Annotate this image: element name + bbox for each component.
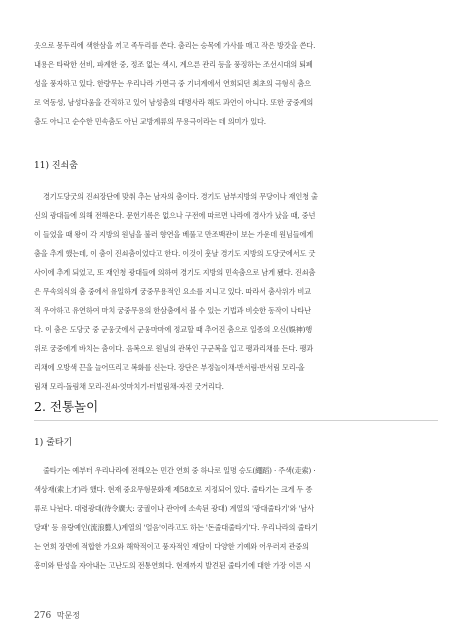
jultagi-paragraph	[34, 461, 438, 575]
heading-divider	[34, 420, 438, 421]
text-line: 로 역동성, 남성다움을 간직하고 있어 남성춤의 대명사라 해도 과언이 아니다. 또한 궁중계의	[34, 98, 314, 107]
text-line: 다. 이 춤은 도당굿 중 군웅굿에서 군웅마마에 정교할 때 추어진 춤으로 일종의 오신(娛神)행	[34, 325, 313, 334]
page-footer	[34, 610, 80, 621]
text-line: 은 무속의식의 춤 중에서 유일하게 궁중무용적인 요소를 지니고 있다. 따라서 춤사위가 비교	[34, 287, 311, 296]
text-line: 는 연희 장면에 적합한 가요와 해학적이고 풍자적인 재담이 다양한 기예와 어우러져 관중의	[34, 542, 309, 551]
text-line: 성을 풍자하고 있다. 한량무는 우리나라 가면극 중 기녀계에서 연희되던 최초의 극형식 춤으	[34, 79, 311, 88]
jinsoechum-paragraph	[34, 187, 438, 396]
page-number: 276	[34, 611, 52, 621]
text-line: 림채 모리-돌림채 모리-진쇠-엇마치기-터벌림채-자진 굿거리다.	[34, 382, 224, 391]
text-line: 경기도당굿의 진쇠장단에 맞춰 추는 남자의 춤이다. 경기도 남부지방의 무당이나 재인청 출	[43, 192, 318, 201]
text-line: 흥미와 탄성을 자아내는 고난도의 전통연희다. 현재까지 발견된 줄타기에 대한 가장 이른 시	[34, 561, 311, 570]
text-line: 춤도 아니고 순수한 민속춤도 아닌 교방계류의 무용극이라는 데 의미가 있다.	[34, 117, 266, 126]
text-line: 사이에 추게 되었고, 또 재인청 광대들에 의하여 경기도 지방의 민속춤으로 남게 됐다. 진쇠춤	[34, 268, 316, 277]
text-line: 리채에 오방색 끈을 늘어뜨리고 복화를 신는다. 장단은 부정놀이채-반서림-반서림 모리-올	[34, 363, 305, 372]
text-line: 춤을 추게 했는데, 이 춤이 진쇠춤이었다고 한다. 이것이 훗날 경기도 지방의 도당굿에서도 굿	[34, 249, 316, 258]
text-line: 적 우아하고 유연하여 마치 궁중무용의 한삼춤에서 볼 수 있는 기법과 비슷한 동작이 나타난	[34, 306, 311, 315]
chapter-heading-traditional-play: 2. 전통놀이	[34, 399, 99, 414]
text-line: 옷으로 몽두리에 색한삼을 끼고 족두리를 쓴다. 춤리는 승목에 가사를 매고 작은 방갓을 쓴다.	[34, 41, 316, 50]
text-line: 당패' 등 유랑예인(流浪藝人)계열의 '얼음'이라고도 하는 '돈줄대줄타기'다. 우리나라의 줄타기	[34, 523, 318, 532]
text-line: 이 들었을 때 왕이 각 지방의 원님을 불러 향연을 베풀고 만조백관이 보는 가운데 원님들에게	[34, 230, 314, 239]
text-line: 신의 광대들에 의해 전해온다. 문헌기록은 없으나 구전에 따르면 나라에 경사가 났을 때, 중넌	[34, 211, 316, 220]
section-heading-jinsoechum: 11) 진쇠춤	[34, 161, 78, 171]
section-heading-jultagi: 1) 줄타기	[34, 438, 73, 448]
text-line: 류로 나뉜다. 대령광대(待令廣大: 궁궐이나 관아에 소속된 광대) 계열의 '광대줄타기'와 '남사	[34, 504, 314, 513]
text-line: 위로 궁중에게 바치는 춤이다. 음복으로 원님의 관복인 구군복을 입고 팽과리채를 든다. 팽과	[34, 344, 314, 353]
text-line: 내용은 타락한 선비, 파계한 중, 정조 없는 색시, 계으른 관리 등을 풍징하는 조선시대의 퇴폐	[34, 60, 313, 69]
intro-paragraph	[34, 36, 438, 131]
text-line: 색상재(索上才)라 했다. 현재 중요무형문화재 제58호로 지정되어 있다. 줄타기는 크게 두 종	[34, 485, 313, 494]
running-title: 막문정	[56, 611, 80, 620]
text-line: 줄타기는 예부터 우리나라에 전해오는 민간 연희 중 하나로 일명 승도(繩蹈) · 주색(走索) ·	[43, 466, 316, 475]
